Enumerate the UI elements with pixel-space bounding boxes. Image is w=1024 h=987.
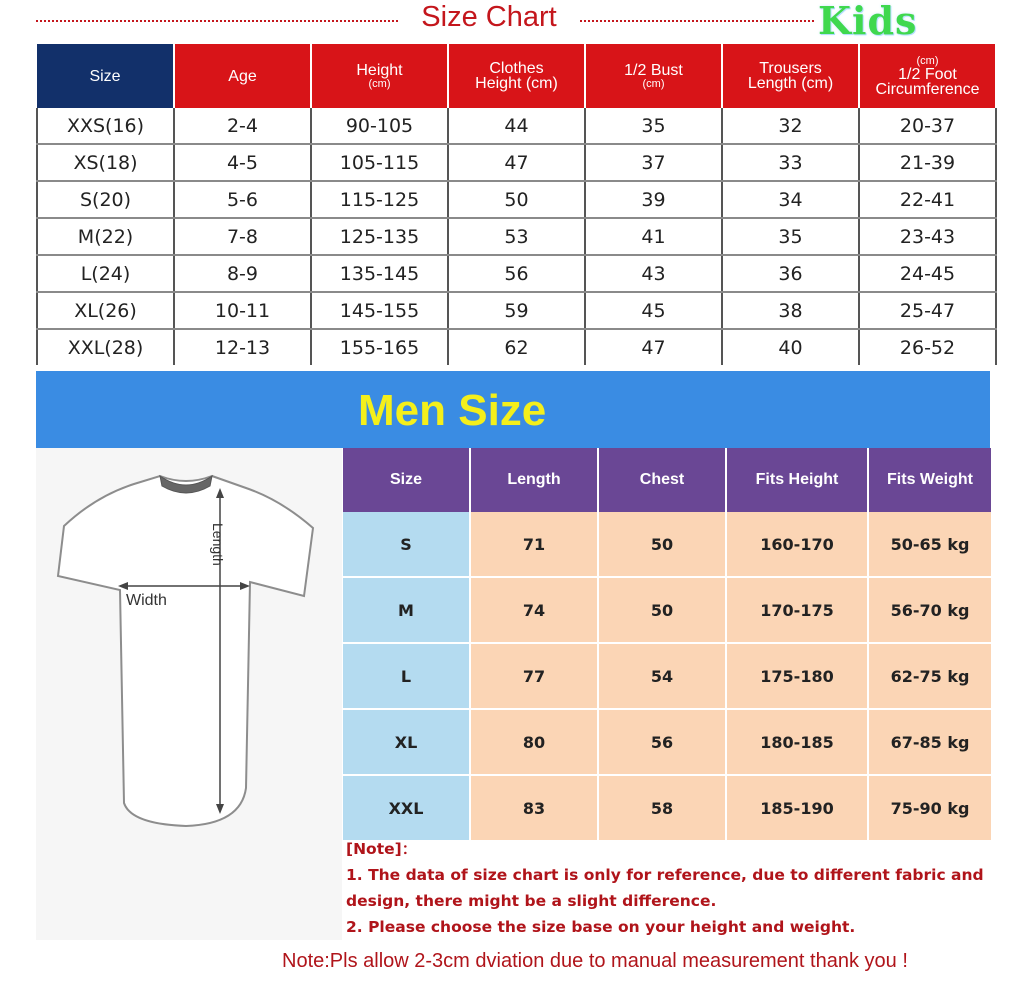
kids-table-cell: 90-105 [311,108,448,144]
kids-table-cell: 56 [448,255,585,292]
men-size-banner [36,371,990,448]
title-row [36,0,996,42]
title-divider-left [36,20,398,22]
kids-table-header [37,44,996,108]
note-1-line-2: design, there might be a slight difference. [346,892,717,910]
men-table-row [343,643,992,709]
kids-table-cell: L(24) [37,255,174,292]
kids-badge: Kids [818,0,918,43]
kids-header-age [174,44,311,108]
kids-table-cell: XS(18) [37,144,174,181]
kids-header-clothes-line2: Height (cm) [475,75,558,92]
kids-header-bust-unit: (cm) [642,77,665,90]
kids-header-size [37,44,174,108]
men-size-table [343,448,993,842]
kids-table-cell: 8-9 [174,255,311,292]
kids-table-cell: 115-125 [311,181,448,218]
men-table-cell: 80 [470,709,598,775]
note-2: 2. Please choose the size base on your height and weight. [346,918,856,936]
men-table-row [343,512,992,577]
men-table-cell: 58 [598,775,726,841]
kids-table-cell: 125-135 [311,218,448,255]
kids-table-cell: S(20) [37,181,174,218]
kids-header-clothes-height [448,44,585,108]
kids-table-cell: 50 [448,181,585,218]
kids-size-table [36,44,997,365]
men-table-cell: 180-185 [726,709,868,775]
men-table-cell: 75-90 kg [868,775,992,841]
men-table-cell: 71 [470,512,598,577]
men-table-header [343,448,992,512]
men-table-cell: 74 [470,577,598,643]
kids-table-row [37,181,996,218]
kids-header-trousers-length [722,44,859,108]
kids-table-row [37,108,996,144]
page-title: Size Chart [421,1,557,33]
kids-table-row [37,329,996,365]
men-size-cell: S [343,512,470,577]
kids-header-age-label: Age [228,67,257,85]
kids-table-row [37,144,996,181]
men-table-cell: 56-70 kg [868,577,992,643]
kids-table-cell: 4-5 [174,144,311,181]
kids-header-foot-line2: Circumference [875,81,980,98]
kids-table-cell: XL(26) [37,292,174,329]
kids-table-cell: 36 [722,255,859,292]
men-header-chest: Chest [598,448,726,512]
kids-table-cell: 22-41 [859,181,996,218]
men-table-cell: 170-175 [726,577,868,643]
men-table-cell: 50 [598,577,726,643]
kids-table-cell: 34 [722,181,859,218]
men-table-cell: 62-75 kg [868,643,992,709]
length-label: Length [210,523,226,566]
kids-table-cell: 59 [448,292,585,329]
men-table-cell: 83 [470,775,598,841]
kids-table-cell: XXL(28) [37,329,174,365]
kids-table-cell: 155-165 [311,329,448,365]
kids-table-cell: 41 [585,218,722,255]
men-table-row [343,775,992,841]
kids-header-size-label: Size [89,67,121,85]
kids-table-cell: 45 [585,292,722,329]
kids-table-cell: 40 [722,329,859,365]
kids-table-cell: 5-6 [174,181,311,218]
men-table-cell: 50-65 kg [868,512,992,577]
kids-table-cell: 12-13 [174,329,311,365]
notes-block [346,836,996,940]
note-1-line-1: 1. The data of size chart is only for reference, due to different fabric and [346,866,984,884]
kids-header-trousers-line1: Trousers [759,60,822,77]
kids-header-foot-line1: 1/2 Foot [898,66,957,83]
men-table-cell: 175-180 [726,643,868,709]
men-table-cell: 54 [598,643,726,709]
men-table-cell: 160-170 [726,512,868,577]
kids-table-cell: 32 [722,108,859,144]
kids-table-cell: 62 [448,329,585,365]
kids-table-cell: 23-43 [859,218,996,255]
kids-header-height-label: Height [356,61,403,79]
title-divider-right [580,20,814,22]
men-header-size: Size [343,448,470,512]
men-table-row [343,709,992,775]
men-header-length: Length [470,448,598,512]
men-table-cell: 67-85 kg [868,709,992,775]
kids-table-row [37,292,996,329]
kids-header-height-unit: (cm) [368,77,391,90]
kids-header-foot-unit: (cm) [916,55,939,67]
men-table-cell: 77 [470,643,598,709]
men-size-title: Men Size [358,386,547,435]
kids-header-height [311,44,448,108]
kids-table-cell: 26-52 [859,329,996,365]
kids-header-bust-label: 1/2 Bust [624,61,683,79]
men-table-row [343,577,992,643]
kids-table-cell: 145-155 [311,292,448,329]
shirt-illustration [36,448,342,940]
kids-header-half-bust [585,44,722,108]
men-table-cell: 50 [598,512,726,577]
men-size-cell: M [343,577,470,643]
kids-table-cell: 10-11 [174,292,311,329]
footer-note: Note:Pls allow 2-3cm dviation due to manual measurement thank you ! [282,950,908,972]
men-table-cell: 185-190 [726,775,868,841]
kids-table-cell: 20-37 [859,108,996,144]
kids-table-cell: 105-115 [311,144,448,181]
men-size-cell: XXL [343,775,470,841]
men-header-fits-weight: Fits Weight [868,448,992,512]
width-label: Width [126,592,167,609]
kids-table-row [37,255,996,292]
kids-table-cell: 47 [448,144,585,181]
kids-table-cell: 24-45 [859,255,996,292]
kids-header-foot-circumference [859,44,996,108]
kids-table-cell: 2-4 [174,108,311,144]
kids-table-cell: 7-8 [174,218,311,255]
kids-table-cell: M(22) [37,218,174,255]
kids-header-trousers-line2: Length (cm) [747,75,834,92]
men-size-cell: L [343,643,470,709]
tshirt-icon [36,448,342,940]
notes-heading: [Note]： [346,840,418,858]
men-table-cell: 56 [598,709,726,775]
men-size-cell: XL [343,709,470,775]
kids-table-cell: 53 [448,218,585,255]
kids-table-cell: 44 [448,108,585,144]
kids-table-cell: 21-39 [859,144,996,181]
kids-table-cell: 47 [585,329,722,365]
kids-table-cell: 135-145 [311,255,448,292]
kids-table-cell: 33 [722,144,859,181]
kids-table-cell: 37 [585,144,722,181]
kids-table-cell: 39 [585,181,722,218]
kids-table-row [37,218,996,255]
kids-table-cell: 35 [722,218,859,255]
kids-table-cell: 35 [585,108,722,144]
kids-table-cell: 25-47 [859,292,996,329]
men-header-fits-height: Fits Height [726,448,868,512]
kids-header-clothes-line1: Clothes [489,60,544,77]
kids-table-cell: XXS(16) [37,108,174,144]
kids-table-cell: 38 [722,292,859,329]
kids-table-cell: 43 [585,255,722,292]
